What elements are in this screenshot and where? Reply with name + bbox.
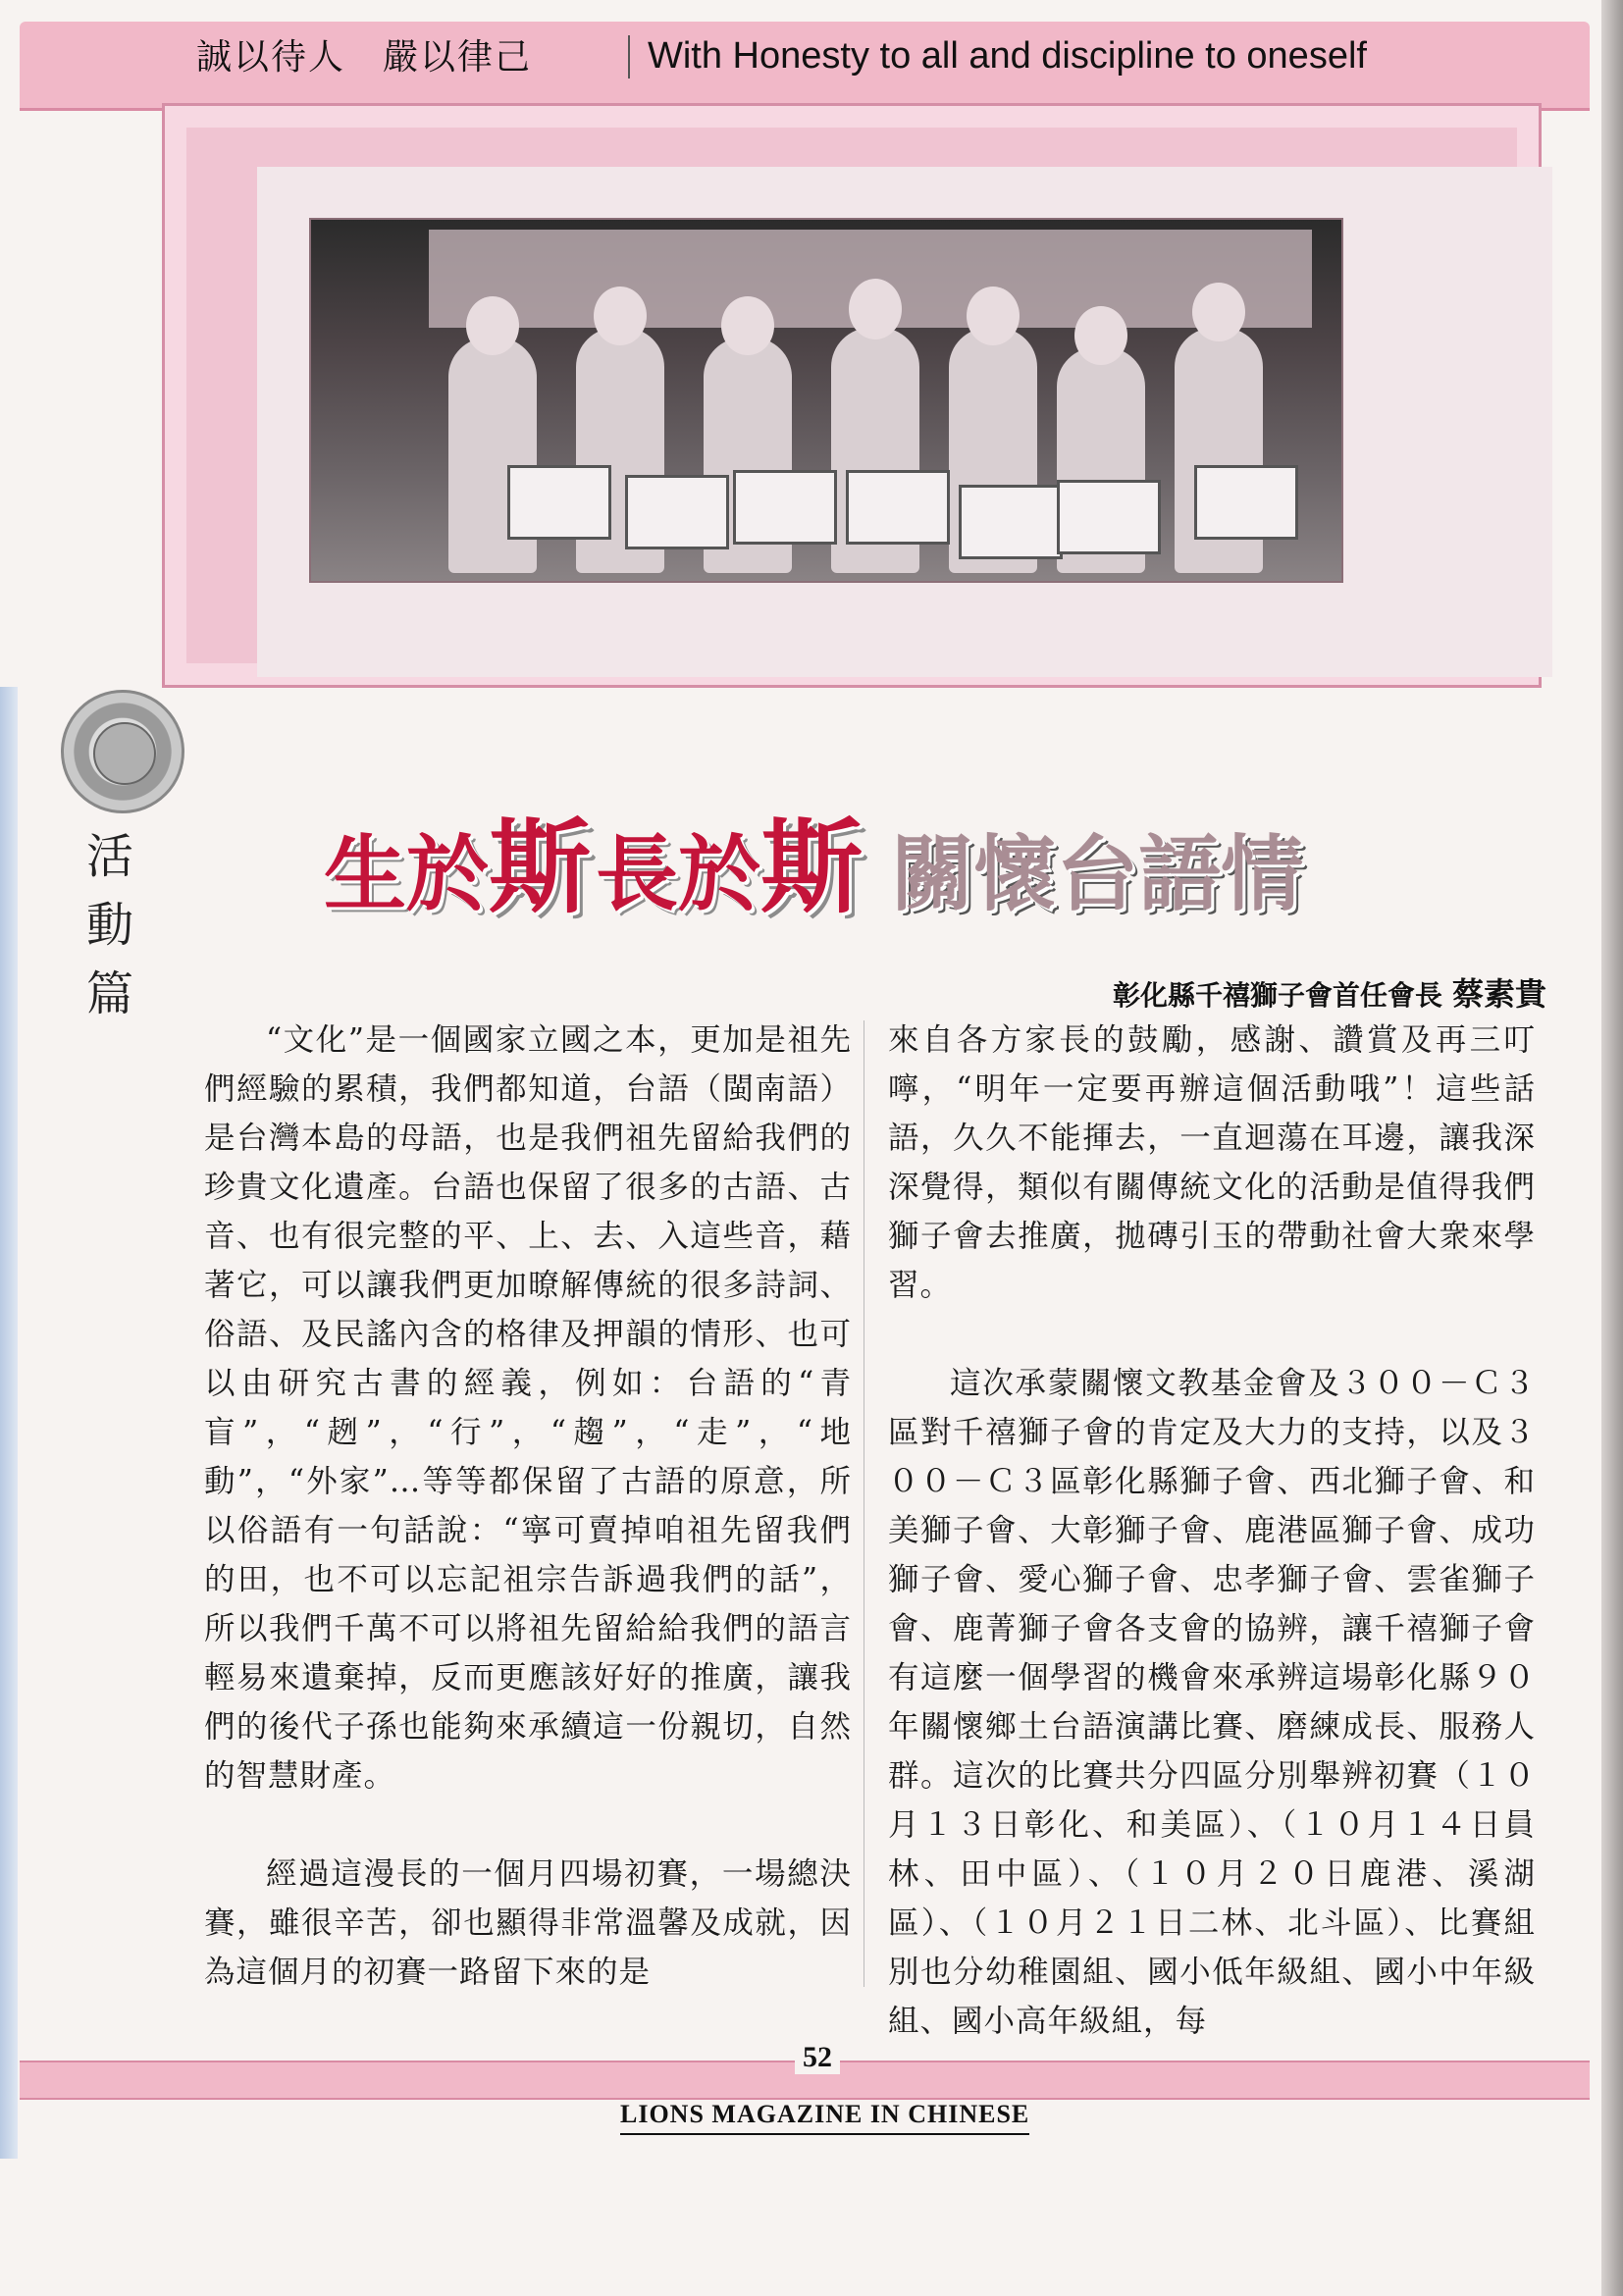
photo-head [1074, 306, 1127, 365]
photo-head [721, 296, 774, 355]
author-byline [1113, 969, 1546, 1015]
header-separator [628, 35, 630, 78]
page-edge-right [1601, 0, 1623, 2296]
author-name: 蔡素貴 [1451, 975, 1546, 1013]
lions-club-logo [61, 690, 184, 813]
photo-certificate [733, 470, 837, 545]
photo-certificate [846, 470, 950, 545]
photo-certificate [507, 465, 611, 540]
section-label: 活動篇 [85, 829, 133, 1021]
article-left-column [204, 1016, 852, 1997]
paragraph: 來自各方家長的鼓勵，感謝、讚賞及再三叮嚀，“明年一定要再辦這個活動哦”！這些話語，久久不能揮去，一直迴蕩在耳邊，讓我深深覺得，類似有關傳統文化的活動是值得我們獅子會去推廣，拋磚引玉的帶動社會大衆來學習。 [888, 1022, 1536, 1303]
title-part-5: 關懷台語情 [891, 825, 1304, 922]
paragraph: “文化”是一個國家立國之本，更加是祖先們經驗的累積，我們都知道，台語（閩南語）是台灣本島的母語，也是我們祖先留給我們的珍貴文化遺產。台語也保留了很多的古語、古音、也有很完整的平、上、去、入這些音，藉著它，可以讓我們更加暸解傳統的很多詩詞、俗語、及民謠內含的格律及押韻的情形、也可以由研究古書的經義，例如：台語的“青盲”，“趔”，“行”，“趨”，“走”，“地動”，“外家”…等等都保留了古語的原意，所以俗語有一句話說：“寧可賣掉咱祖先留我們的田，也不可以忘記祖宗告訴過我們的話”，所以我們千萬不可以將祖先留給給我們的語言輕易來遺棄掉，反而更應該好好的推廣，讓我們的後代子孫也能夠來承續這一份親切，自然的智慧財產。 [204, 1022, 852, 1794]
photo-head [1192, 283, 1245, 341]
photo-certificate [625, 475, 729, 549]
paragraph: 經過這漫長的一個月四場初賽，一場總決賽，雖很辛苦，卻也顯得非常溫馨及成就，因為這個月的初賽一路留下來的是 [204, 1856, 852, 1990]
title-part-3: 長於 [596, 825, 761, 922]
paragraph: 這次承蒙關懷文教基金會及３００－Ｃ３區對千禧獅子會的肯定及大力的支持，以及３００－Ｃ３區彰化縣獅子會、西北獅子會、和美獅子會、大彰獅子會、鹿港區獅子會、成功獅子會、愛心獅子會、忠孝獅子會、雲雀獅子會、鹿菁獅子會各支會的協辨，讓千禧獅子會有這麼一個學習的機會來承辨這場彰化縣９０年關懷鄉土台語演講比賽、磨練成長、服務人群。這次的比賽共分四區分別舉辨初賽（１０月１３日彰化、和美區）、（１０月１４日員林、田中區）、（１０月２０日鹿港、溪湖區）、（１０月２１日二林、北斗區）、比賽組別也分幼稚園組、國小低年級組、國小中年級組、國小高年級組，每 [888, 1366, 1536, 2039]
photo-certificate [1057, 480, 1161, 554]
article-right-column [888, 1016, 1536, 2046]
title-part-2: 斯 [489, 807, 592, 927]
logo-emblem [93, 722, 156, 785]
title-part-4: 斯 [760, 807, 864, 927]
author-affiliation: 彰化縣千禧獅子會首任會長 [1112, 979, 1442, 1012]
photo-certificate [959, 485, 1063, 559]
photo-head [849, 279, 902, 339]
page-number: 52 [795, 2041, 840, 2074]
page-edge-left [0, 687, 18, 2159]
header-motto-english: With Honesty to all and discipline to oneself [648, 35, 1367, 77]
title-part-1: 生於 [324, 825, 490, 922]
header-motto-chinese: 誠以待人 嚴以律己 [196, 37, 533, 78]
group-photo [309, 218, 1343, 583]
article-title [324, 785, 1303, 932]
photo-head [967, 287, 1020, 345]
photo-head [594, 287, 647, 345]
photo-certificate [1194, 465, 1298, 540]
photo-head [466, 296, 519, 355]
magazine-name: LIONS MAGAZINE IN CHINESE [620, 2100, 1029, 2135]
